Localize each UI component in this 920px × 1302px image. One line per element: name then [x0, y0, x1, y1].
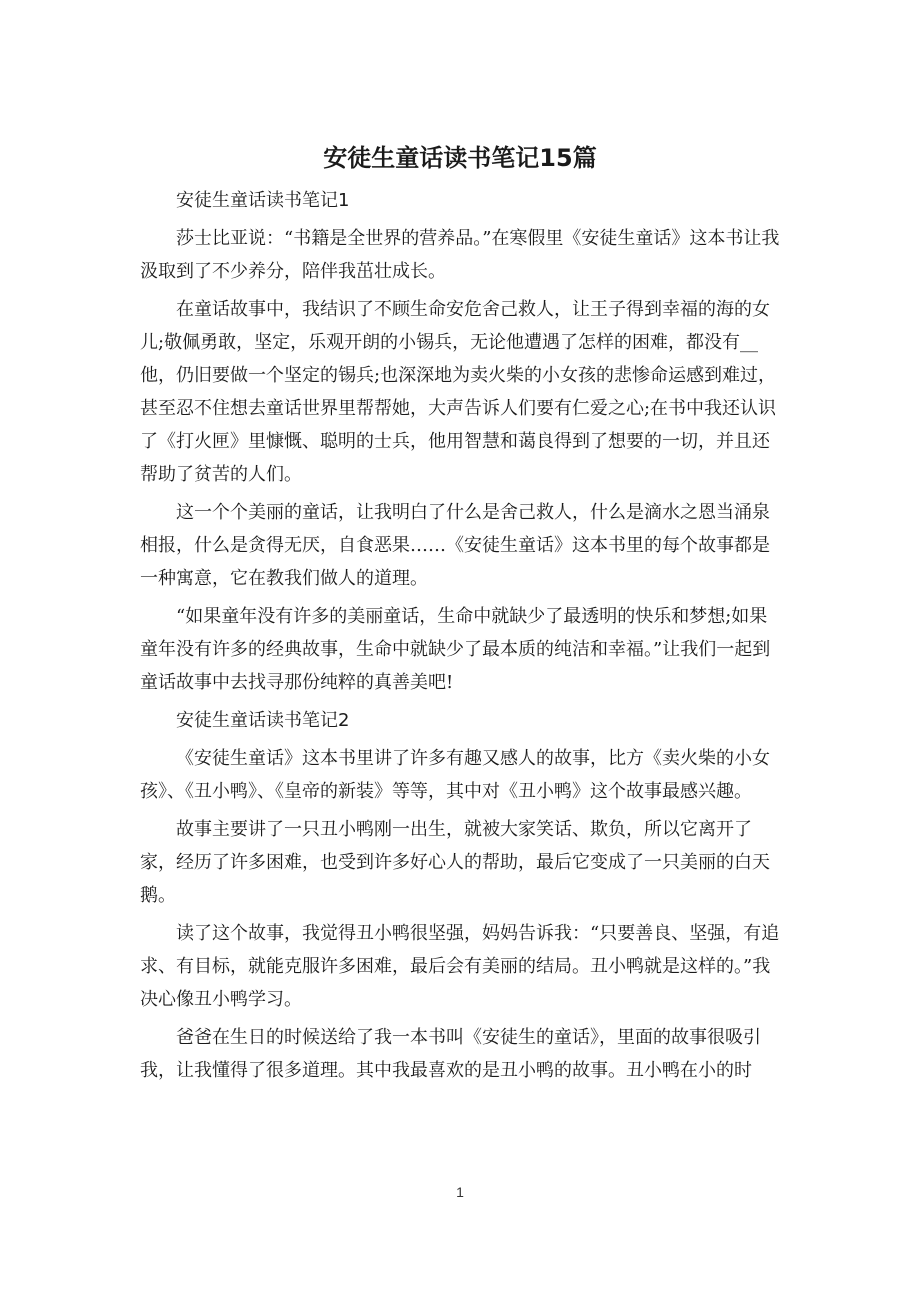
paragraph: 在童话故事中，我结识了不顾生命安危舍己救人，让王子得到幸福的海的女儿;敬佩勇敢，坚定，乐观开朗的小锡兵，无论他遭遇了怎样的困难，都没有__他，仍旧要做一个坚定的锡兵;也深深地为卖火柴的小女孩的悲惨命运感到难过，甚至忍不住想去童话世界里帮帮她，大声告诉人们要有仁爱之心;在书中我还认识了《打火匣》里慷慨、聪明的士兵，他用智慧和蔼良得到了想要的一切，并且还帮助了贫苦的人们。 [140, 299, 777, 485]
paragraph: 爸爸在生日的时候送给了我一本书叫《安徒生的童话》，里面的故事很吸引我，让我懂得了很多道理。其中我最喜欢的是丑小鸭的故事。丑小鸭在小的时 [140, 1027, 761, 1081]
paragraph: 莎士比亚说：“书籍是全世界的营养品。”在寒假里《安徒生童话》这本书让我汲取到了不少养分，陪伴我茁壮成长。 [140, 228, 780, 282]
paragraph: 这一个个美丽的童话，让我明白了什么是舍己救人，什么是滴水之恩当涌泉相报，什么是贪得无厌，自食恶果……《安徒生童话》这本书里的每个故事都是一种寓意，它在教我们做人的道理。 [140, 502, 770, 589]
paragraph: 故事主要讲了一只丑小鸭刚一出生，就被大家笑话、欺负，所以它离开了家，经历了许多困难，也受到许多好心人的帮助，最后它变成了一只美丽的白天鹅。 [140, 819, 770, 906]
document-body [140, 184, 780, 1092]
section-heading: 安徒生童话读书笔记2 [176, 710, 350, 731]
paragraph: “如果童年没有许多的美丽童话，生命中就缺少了最透明的快乐和梦想;如果童年没有许多的经典故事，生命中就缺少了最本质的纯洁和幸福。”让我们一起到童话故事中去找寻那份纯粹的真善美吧! [140, 606, 771, 693]
section-heading: 安徒生童话读书笔记1 [176, 190, 350, 211]
paragraph: 《安徒生童话》这本书里讲了许多有趣又感人的故事，比方《卖火柴的小女孩》、《丑小鸭》、《皇帝的新装》等等，其中对《丑小鸭》这个故事最感兴趣。 [140, 748, 770, 802]
page-number: 1 [456, 1184, 464, 1200]
document-title: 安徒生童话读书笔记15篇 [323, 144, 597, 172]
paragraph: 读了这个故事，我觉得丑小鸭很坚强，妈妈告诉我：“只要善良、坚强，有追求、有目标，就能克服许多困难，最后会有美丽的结局。丑小鸭就是这样的。”我决心像丑小鸭学习。 [140, 923, 780, 1010]
